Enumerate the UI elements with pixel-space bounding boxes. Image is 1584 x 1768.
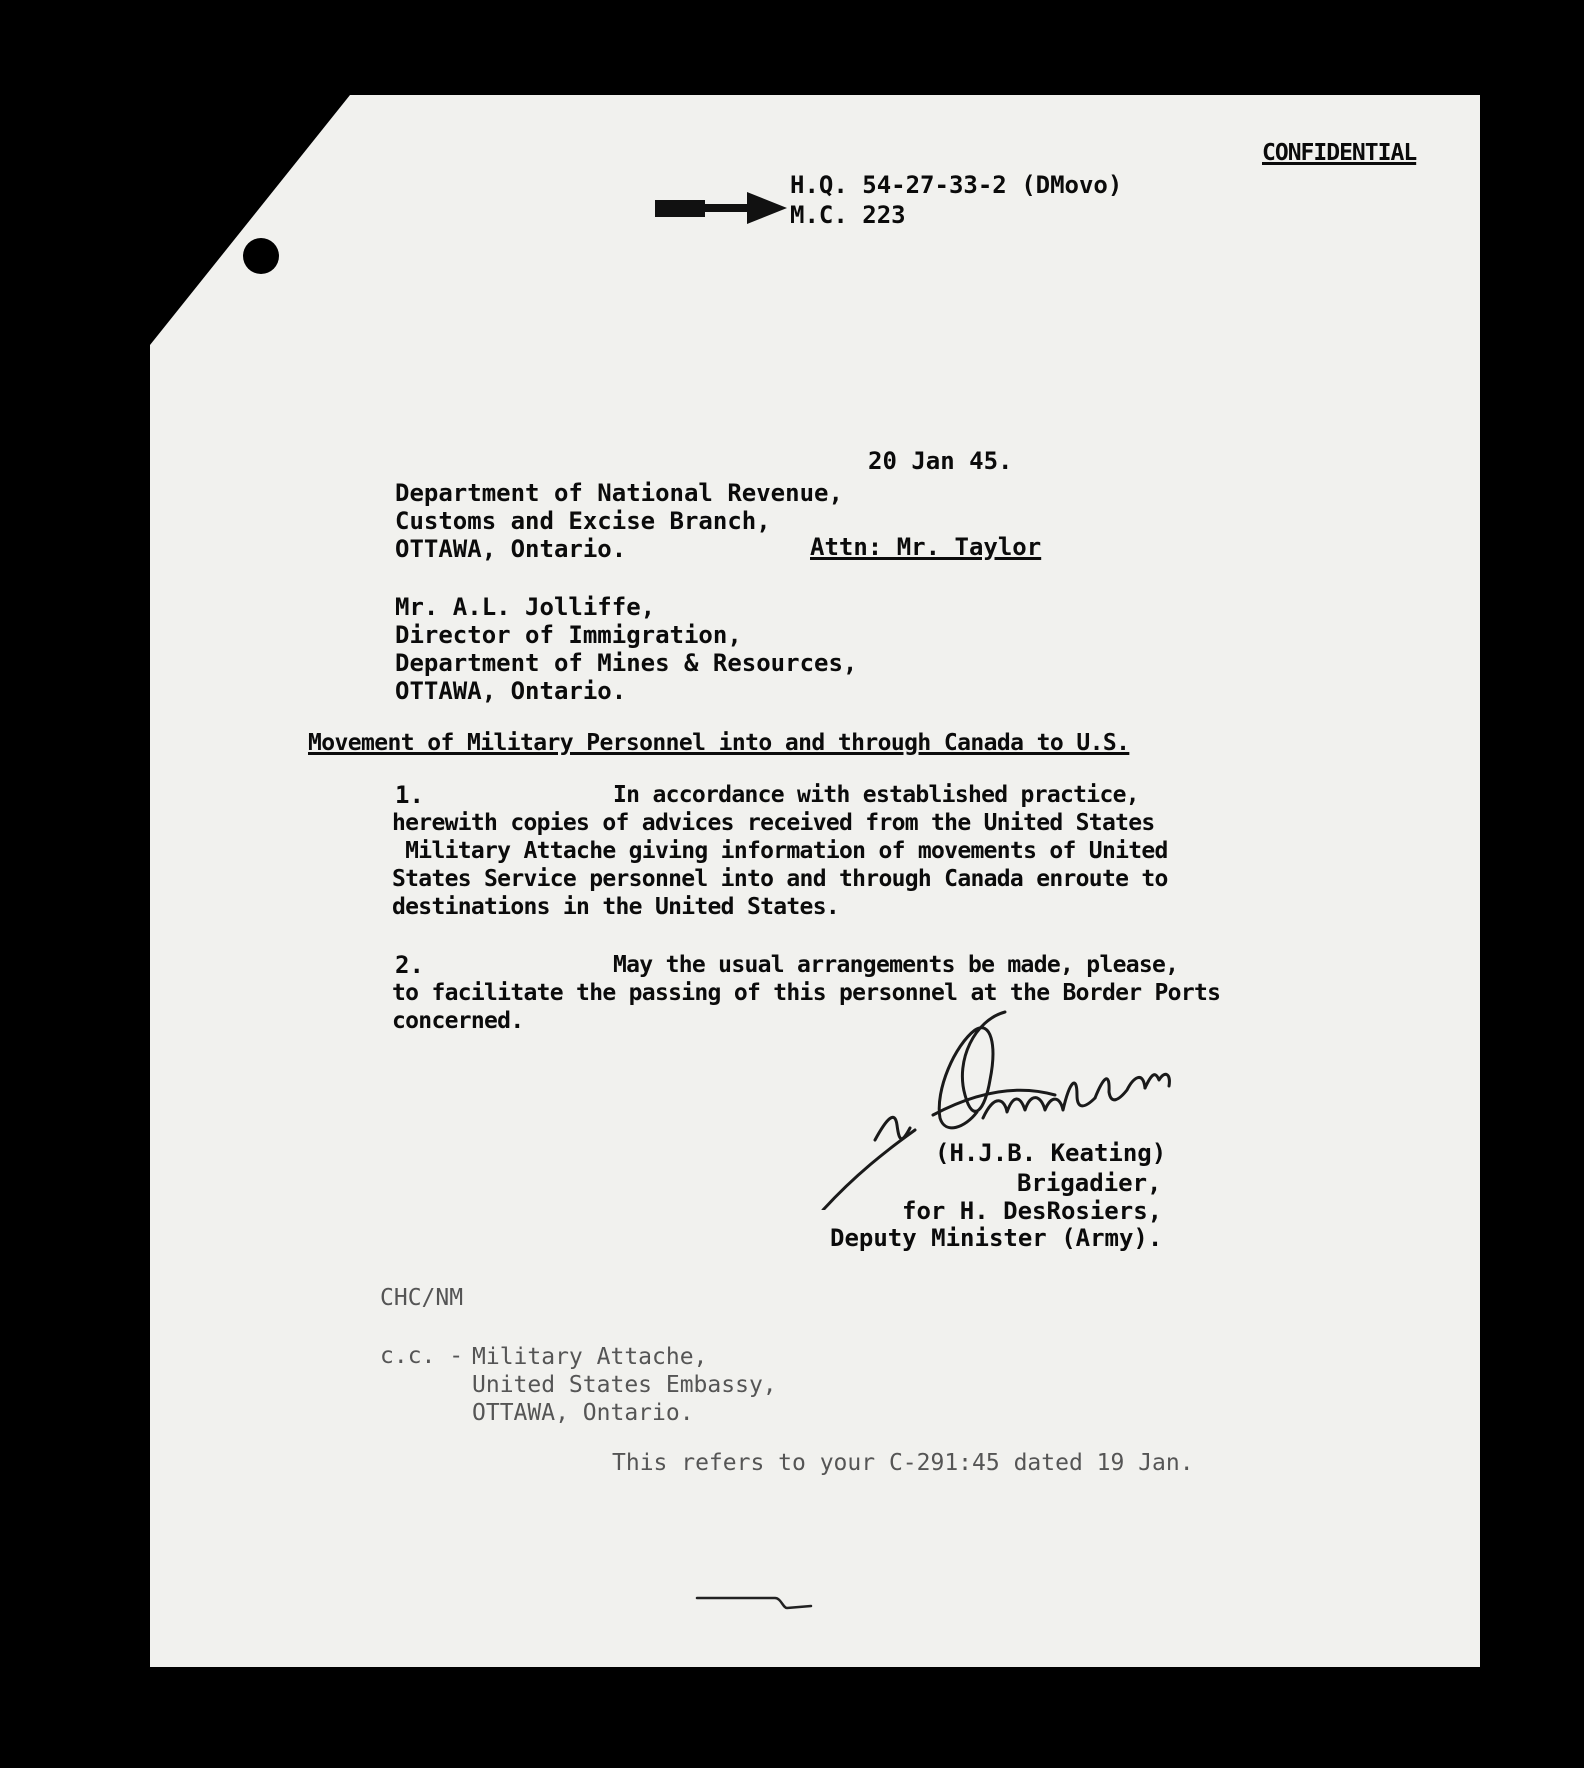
signatory-rank: Brigadier, bbox=[1017, 1169, 1162, 1197]
paragraph-1 bbox=[392, 781, 1168, 921]
paragraph-line: States Service personnel into and through Canada enroute to bbox=[392, 866, 1168, 892]
subject-line: Movement of Military Personnel into and through Canada to U.S. bbox=[308, 730, 1130, 756]
address-line: OTTAWA, Ontario. bbox=[395, 535, 627, 563]
paragraph-line: In accordance with established practice, bbox=[613, 782, 1139, 808]
pen-mark-icon bbox=[695, 1592, 815, 1614]
arrow-icon bbox=[655, 188, 790, 228]
signatory-for: for H. DesRosiers, bbox=[902, 1197, 1163, 1225]
addressee-secondary bbox=[395, 593, 857, 705]
typist-initials: CHC/NM bbox=[380, 1285, 464, 1311]
attention-line: Attn: Mr. Taylor bbox=[810, 533, 1042, 561]
paragraph-line: destinations in the United States. bbox=[392, 894, 840, 920]
addressee-primary bbox=[395, 479, 843, 563]
punch-hole bbox=[243, 238, 279, 274]
signatory-title: Deputy Minister (Army). bbox=[830, 1224, 1163, 1252]
classification-stamp: CONFIDENTIAL bbox=[1262, 140, 1417, 166]
paragraph-line: Military Attache giving information of movements of United bbox=[392, 838, 1168, 864]
file-reference-primary: H.Q. 54-27-33-2 (DMovo) bbox=[790, 171, 1123, 199]
address-line: OTTAWA, Ontario. bbox=[395, 677, 627, 705]
paragraph-line: to facilitate the passing of this personnel at the Border Ports bbox=[392, 980, 1221, 1006]
paragraph-line: concerned. bbox=[392, 1008, 524, 1034]
address-line: Department of National Revenue, bbox=[395, 479, 843, 507]
reference-note: This refers to your C-291:45 dated 19 Jan. bbox=[612, 1450, 1194, 1476]
letter-date: 20 Jan 45. bbox=[868, 447, 1013, 475]
cc-label: c.c. - bbox=[380, 1343, 464, 1369]
signatory-name: (H.J.B. Keating) bbox=[935, 1139, 1167, 1167]
cc-line: OTTAWA, Ontario. bbox=[472, 1400, 694, 1426]
address-line: Department of Mines & Resources, bbox=[395, 649, 858, 677]
file-reference-secondary: M.C. 223 bbox=[790, 201, 906, 229]
address-line: Mr. A.L. Jolliffe, bbox=[395, 593, 656, 621]
address-line: Customs and Excise Branch, bbox=[395, 507, 771, 535]
cc-recipients bbox=[472, 1343, 777, 1427]
cc-line: United States Embassy, bbox=[472, 1372, 777, 1398]
paragraph-number: 2. bbox=[395, 951, 424, 979]
paragraph-line: herewith copies of advices received from the United States bbox=[392, 810, 1155, 836]
address-line: Director of Immigration, bbox=[395, 621, 742, 649]
paragraph-number: 1. bbox=[395, 781, 424, 809]
paragraph-line: May the usual arrangements be made, please, bbox=[613, 952, 1179, 978]
cc-line: Military Attache, bbox=[472, 1344, 708, 1370]
